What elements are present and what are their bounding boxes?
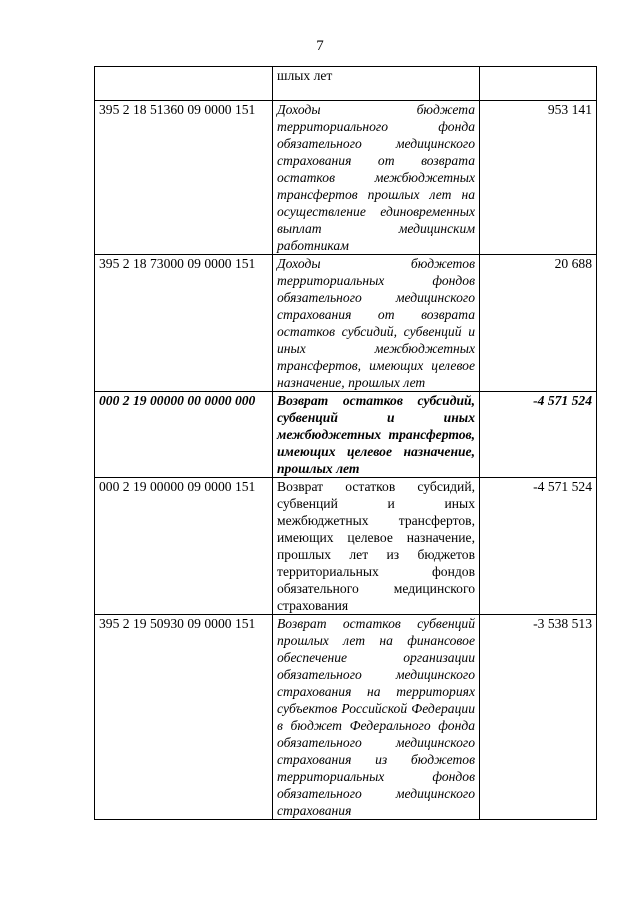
row-code: 000 2 19 00000 09 0000 151 [95,478,273,615]
row-code: 000 2 19 00000 00 0000 000 [95,392,273,478]
row-code: 395 2 18 51360 09 0000 151 [95,101,273,255]
row-amount: -3 538 513 [480,615,597,820]
row-code: 395 2 18 73000 09 0000 151 [95,255,273,392]
row-amount: 953 141 [480,101,597,255]
row-description: Возврат остатков субсидий, субвенций и иных межбюджетных трансфертов, имеющих целевое назначение, прошлых лет [273,392,480,478]
row-description: Возврат остатков субвенций прошлых лет на финансовое обеспечение организации обязательного медицинского страхования на территориях субъектов Российской Федерации в бюджет Федерального фонда обязательного медицинского страхования из бюджетов территориальных фондов обязательного медицинского страхования [273,615,480,820]
row-amount: -4 571 524 [480,392,597,478]
row-code [95,67,273,101]
row-amount [480,67,597,101]
table-row [95,615,597,820]
row-amount: -4 571 524 [480,478,597,615]
table-row [95,255,597,392]
table-row [95,392,597,478]
page-number: 7 [316,38,324,54]
row-amount: 20 688 [480,255,597,392]
row-description: Доходы бюджетов территориальных фондов обязательного медицинского страхования от возврата остатков субсидий, субвенций и иных межбюджетных трансфертов, имеющих целевое назначение, прошлых лет [273,255,480,392]
table-row [95,101,597,255]
table-row [95,478,597,615]
row-description: шлых лет [273,67,480,101]
row-code: 395 2 19 50930 09 0000 151 [95,615,273,820]
budget-table [94,66,597,820]
row-description: Доходы бюджета территориального фонда обязательного медицинского страхования от возврата остатков межбюджетных трансфертов прошлых лет на осуществление единовременных выплат медицинским работникам [273,101,480,255]
row-description: Возврат остатков субсидий, субвенций и иных межбюджетных трансфертов, имеющих целевое назначение, прошлых лет из бюджетов территориальных фондов обязательного медицинского страхования [273,478,480,615]
table-row [95,67,597,101]
